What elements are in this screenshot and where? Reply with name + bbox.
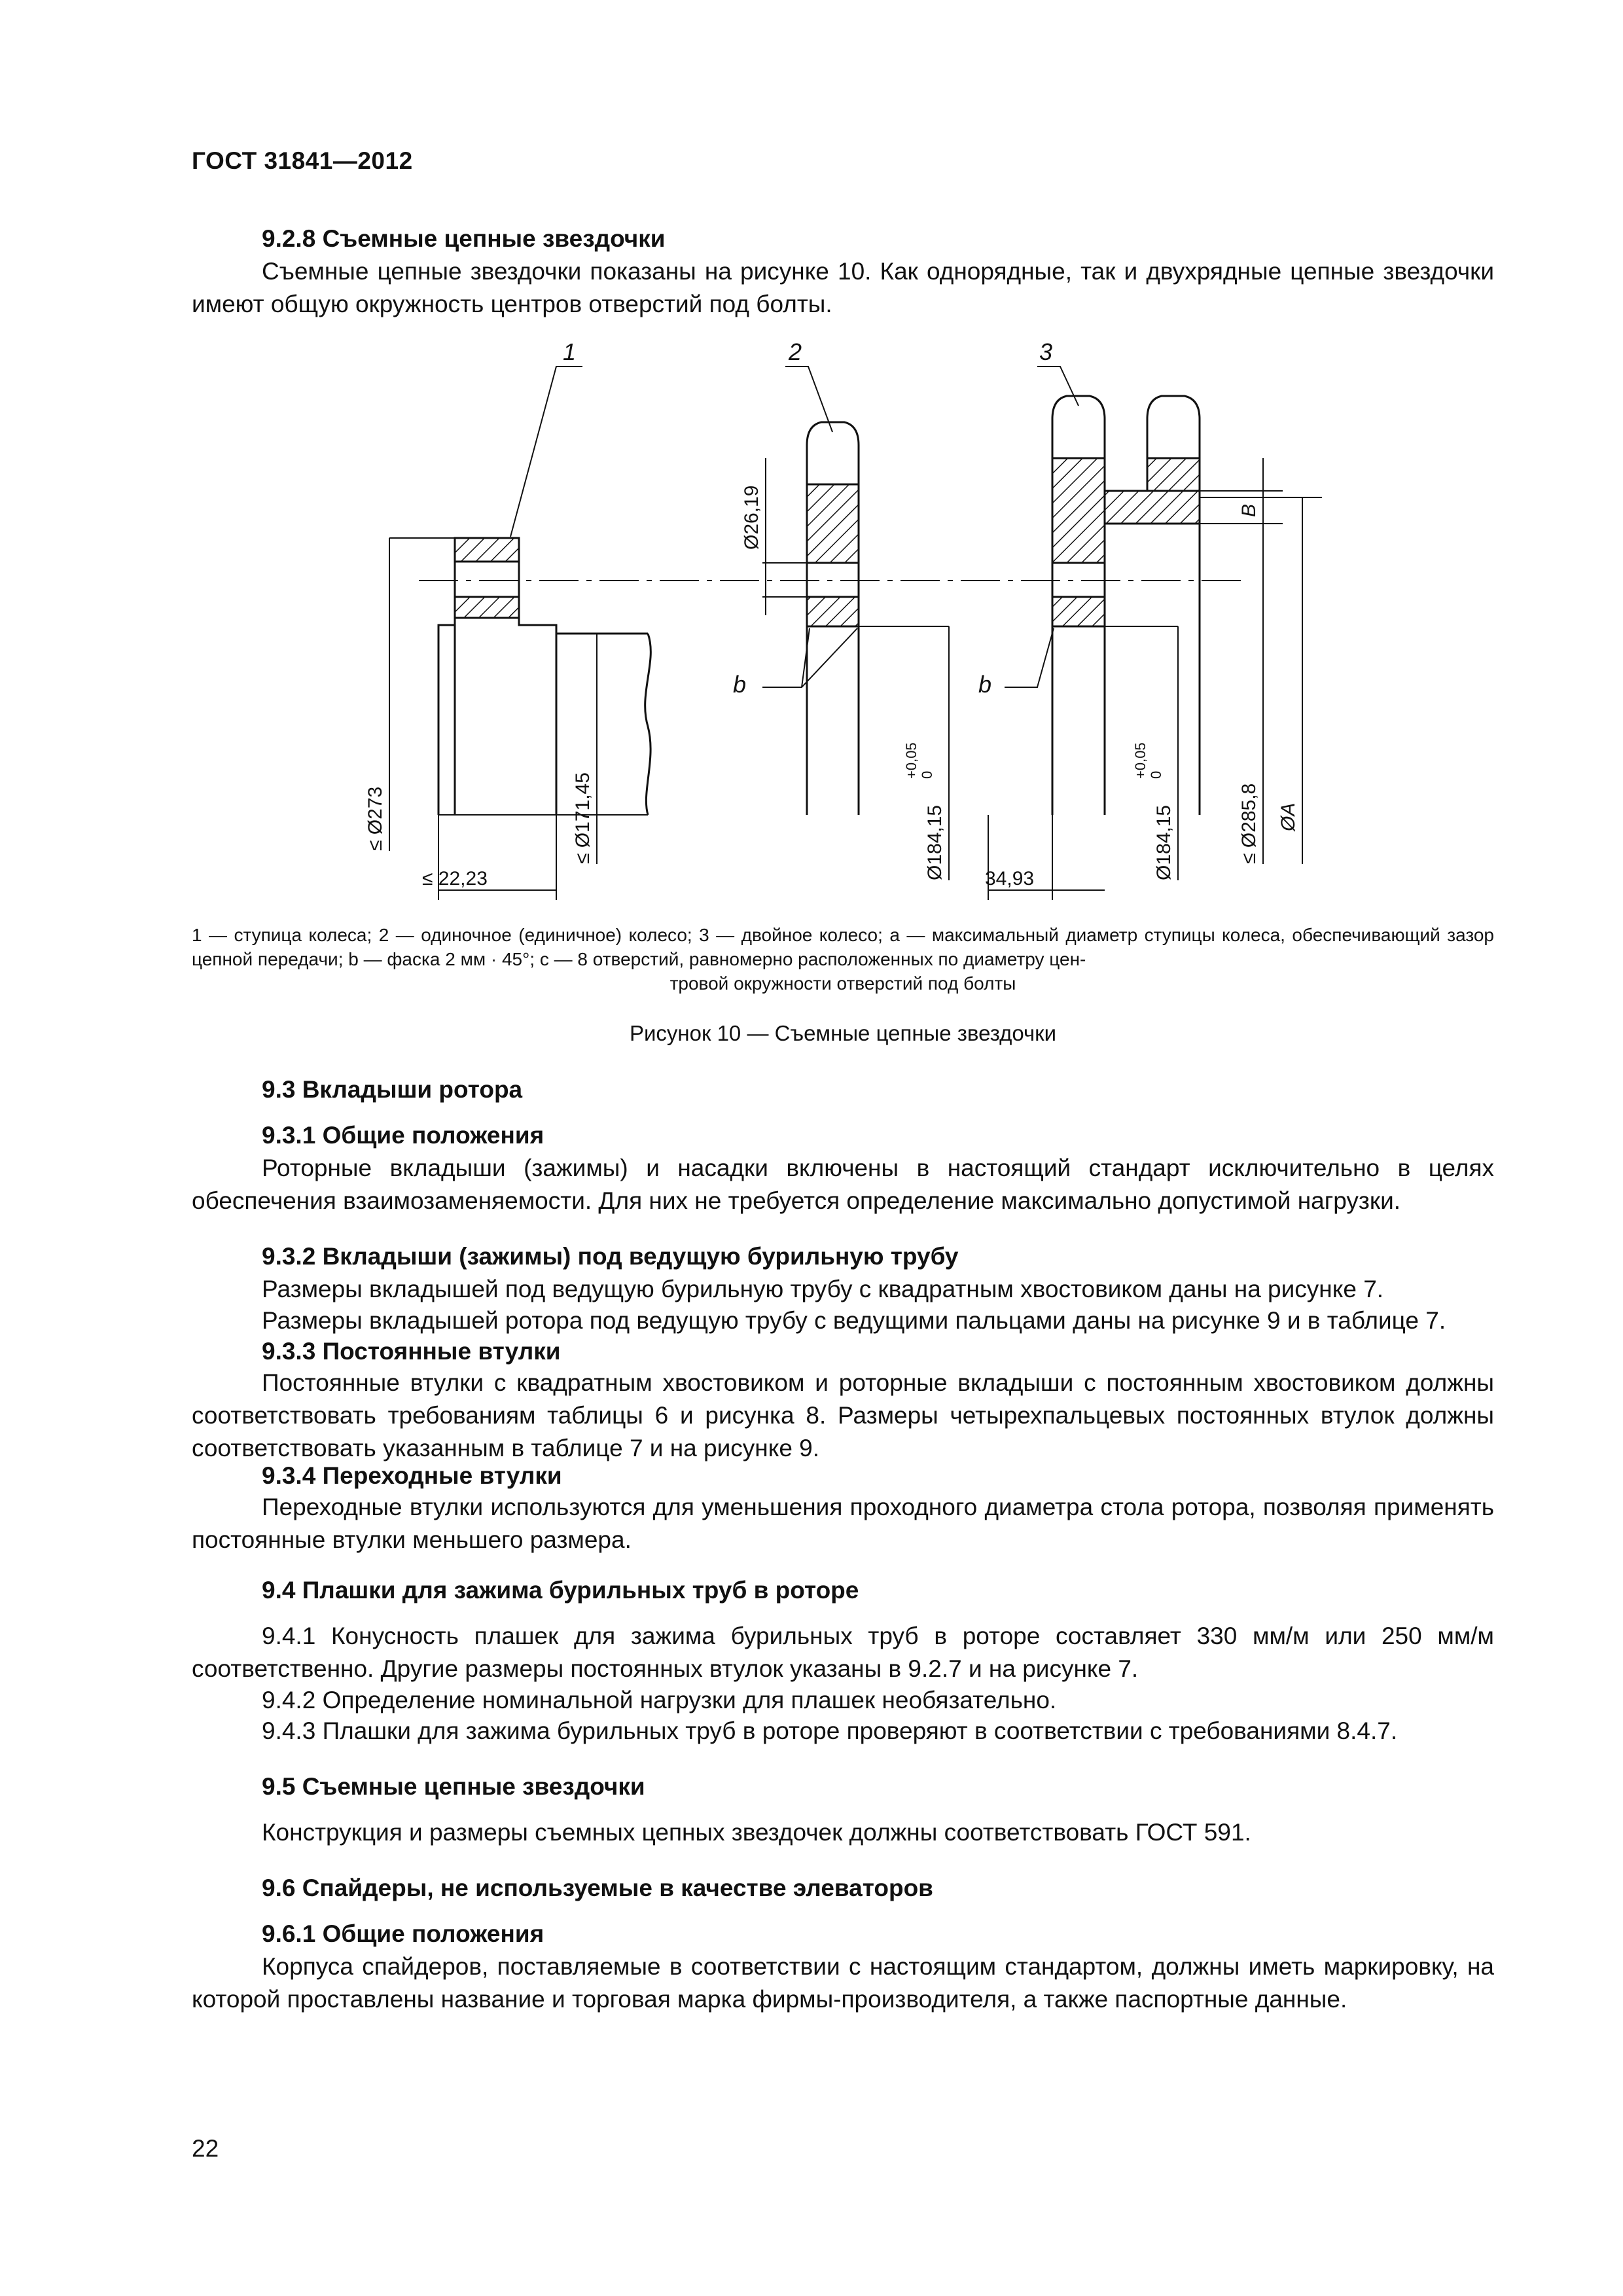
section-9-5-heading: 9.5 Съемные цепные звездочки <box>262 1773 645 1800</box>
section-9-3-3-text: Постоянные втулки с квадратным хвостовиком и роторные вкладыши с постоянным хвостовиком должны соответствовать требованиям таблицы 6 и рисунка 8. Размеры четырехпальцевых постоянных втулок должны соответствовать указанным в таблице 7 и на рисунке 9. <box>192 1369 1494 1462</box>
section-9-3-1-heading: 9.3.1 Общие положения <box>262 1122 544 1149</box>
figure-10-drawing <box>0 0 1623 929</box>
section-9-6-1-text: Корпуса спайдеров, поставляемые в соответствии с настоящим стандартом, должны иметь маркировку, на которой проставлены название и торговая марка фирмы-производителя, а также паспортные данные. <box>192 1953 1494 2013</box>
figure-legend <box>192 923 1494 996</box>
section-9-3-2-heading: 9.3.2 Вкладыши (зажимы) под ведущую бурильную трубу <box>262 1243 959 1270</box>
section-9-2-8-text: Съемные цепные звездочки показаны на рисунке 10. Как однорядные, так и двухрядные цепные звездочки имеют общую окружность центров отверстий под болты. <box>192 258 1494 317</box>
dim-34-93: 34,93 <box>985 868 1035 889</box>
dim-22-23: ≤ 22,23 <box>422 868 488 889</box>
dim-273: ≤ Ø273 <box>365 786 386 851</box>
page-number: 22 <box>192 2135 219 2162</box>
figure-legend-last-line: тровой окружности отверстий под болты <box>669 973 1016 994</box>
chamfer-b-label-2: b <box>978 671 992 698</box>
section-9-5-text: Конструкция и размеры съемных цепных звездочек должны соответствовать ГОСТ 591. <box>262 1819 1251 1846</box>
dim-184-15-b: Ø184,15 <box>1153 804 1175 880</box>
document-header: ГОСТ 31841—2012 <box>192 147 413 174</box>
chamfer-b-label-1: b <box>733 671 747 698</box>
dim-A: ØA <box>1277 802 1299 831</box>
dim-184-15-a-tol: +0,05 <box>903 742 919 779</box>
section-9-4-2-text: 9.4.2 Определение номинальной нагрузки для плашек необязательно. <box>262 1687 1057 1713</box>
b2-leader <box>1005 628 1054 687</box>
section-9-4-1-text: 9.4.1 Конусность плашек для зажима бурильных труб в роторе составляет 330 мм/м или 250 мм/м соответственно. Другие размеры постоянных втулок указаны в 9.2.7 и на рисунке 7. <box>192 1623 1494 1682</box>
dim-285-8: ≤ Ø285,8 <box>1238 783 1260 864</box>
callout-2: 2 <box>789 338 802 365</box>
callout-3: 3 <box>1039 338 1053 365</box>
single-wheel-part-2 <box>807 422 859 815</box>
section-9-6-1-heading: 9.6.1 Общие положения <box>262 1920 544 1947</box>
section-9-4-heading: 9.4 Плашки для зажима бурильных труб в роторе <box>262 1577 859 1604</box>
dim-26-19: Ø26,19 <box>741 485 762 550</box>
section-9-3-2-p1: Размеры вкладышей под ведущую бурильную трубу с квадратным хвостовиком даны на рисунке 7. <box>262 1276 1384 1302</box>
figure-caption: Рисунок 10 — Съемные цепные звездочки <box>629 1021 1057 1045</box>
dim-171-45: ≤ Ø171,45 <box>572 772 594 864</box>
b1-leader <box>762 628 857 687</box>
section-9-3-4-text: Переходные втулки используются для уменьшения проходного диаметра стола ротора, позволяя применять постоянные втулки меньшего размера. <box>192 1494 1494 1553</box>
dim-184-15-a: Ø184,15 <box>924 804 946 880</box>
section-9-3-heading: 9.3 Вкладыши ротора <box>262 1076 523 1103</box>
figure-legend-text: 1 — ступица колеса; 2 — одиночное (единичное) колесо; 3 — двойное колесо; a — максимальный диаметр ступицы колеса, обеспечивающий зазор цепной передачи; b — фаска 2 мм · 45°; c — 8 отверстий, равномерно расположенных по диаметру цен- <box>192 925 1494 969</box>
section-9-6-heading: 9.6 Спайдеры, не используемые в качестве элеваторов <box>262 1874 933 1901</box>
section-9-3-3-heading: 9.3.3 Постоянные втулки <box>262 1338 561 1365</box>
dim-184-15-b-tol: +0,05 <box>1132 742 1149 779</box>
dim-B: B <box>1238 503 1260 517</box>
dim-184-15-a-tol0: 0 <box>919 770 935 779</box>
callout-1: 1 <box>563 338 577 365</box>
section-9-3-4-heading: 9.3.4 Переходные втулки <box>262 1462 562 1489</box>
section-9-3-1-text: Роторные вкладыши (зажимы) и насадки включены в настоящий стандарт исключительно в целях обеспечения взаимозаменяемости. Для них не требуется определение максимально допустимой нагрузки. <box>192 1155 1494 1214</box>
hub-part-1 <box>438 538 651 815</box>
section-9-3-2-p2: Размеры вкладышей ротора под ведущую трубу с ведущими пальцами даны на рисунке 9 и в таблице 7. <box>262 1307 1446 1334</box>
section-9-4-3-text: 9.4.3 Плашки для зажима бурильных труб в роторе проверяют в соответствии с требованиями 8.4.7. <box>262 1717 1398 1744</box>
dim-184-15-b-tol0: 0 <box>1148 770 1164 779</box>
callout-1-leader <box>510 367 582 537</box>
section-9-2-8-heading: 9.2.8 Съемные цепные звездочки <box>262 225 666 252</box>
